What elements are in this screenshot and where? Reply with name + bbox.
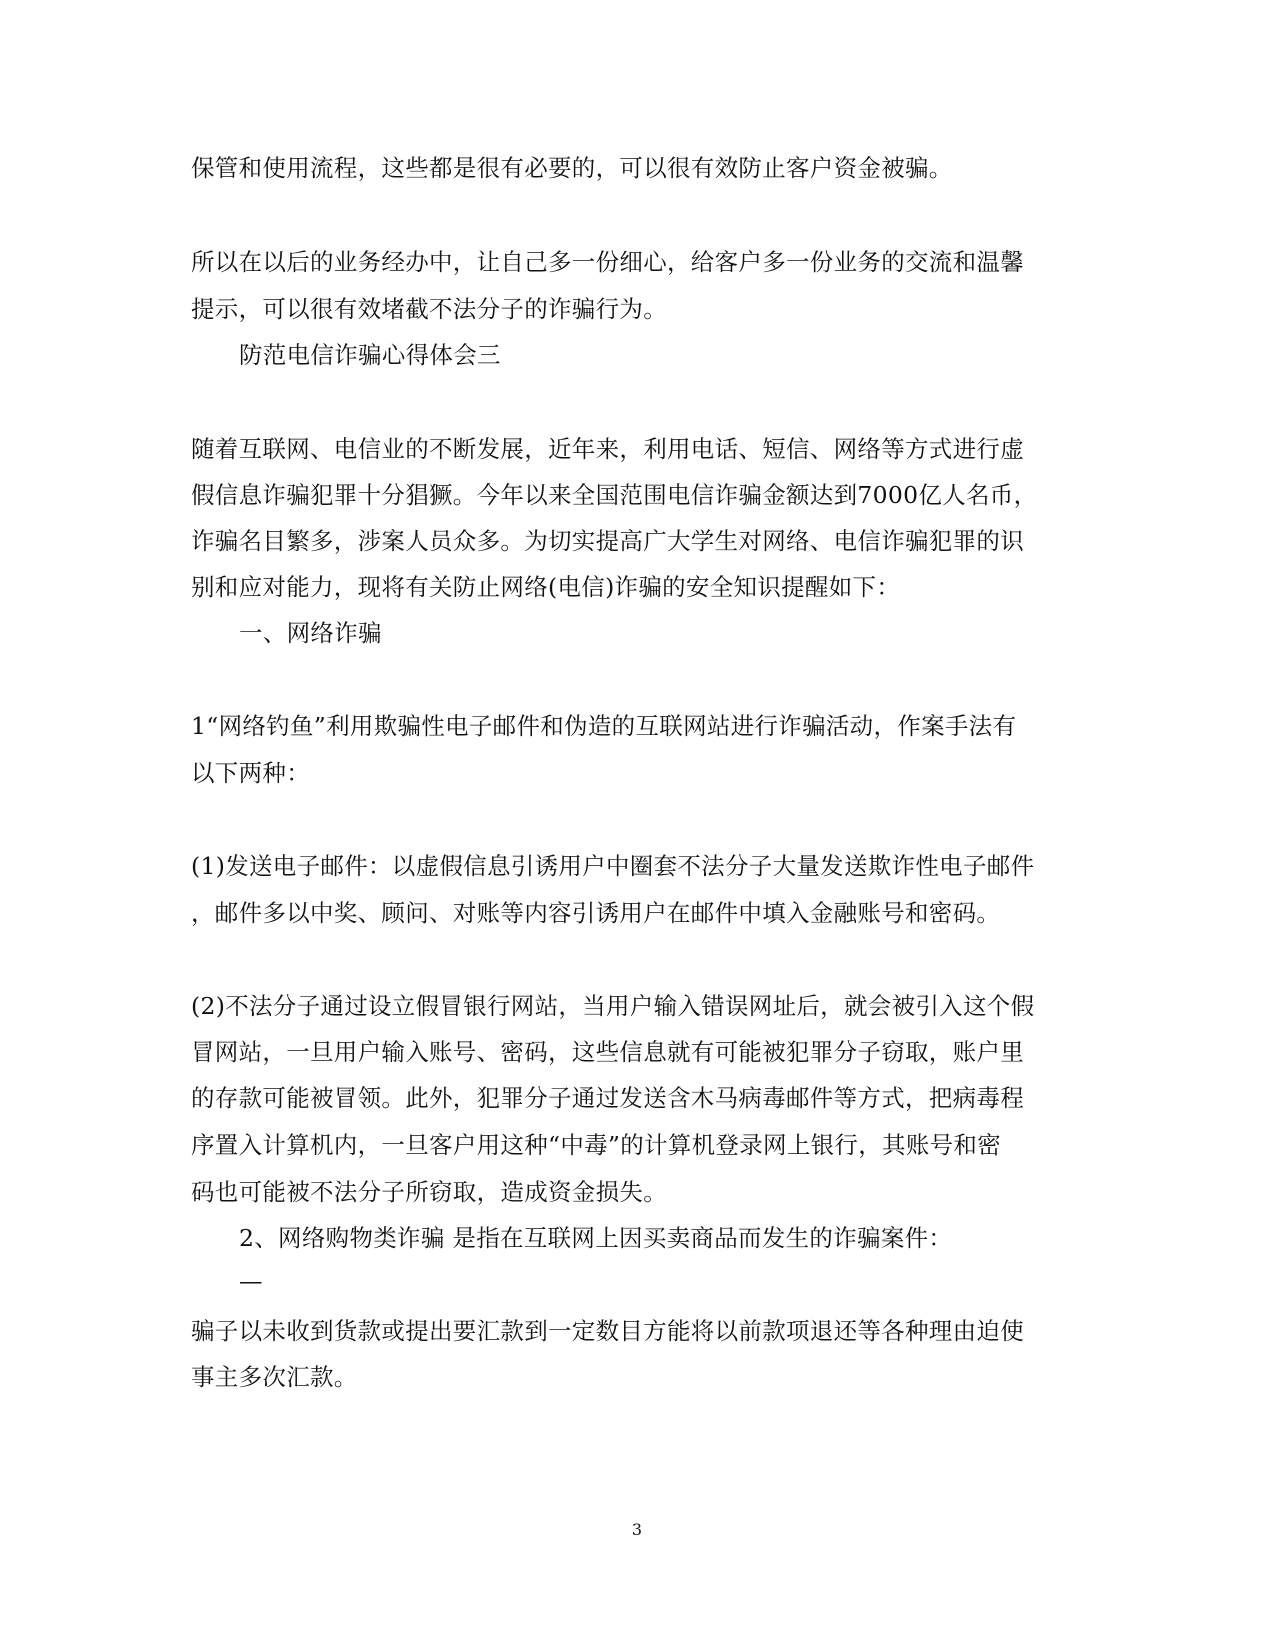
- paragraph-line: 冒网站，一旦用户输入账号、密码，这些信息就有可能被犯罪分子窃取，账户里: [191, 1038, 1024, 1066]
- paragraph-line: 假信息诈骗犯罪十分猖獗。今年以来全国范围电信诈骗金额达到7000亿人名币，: [191, 481, 1038, 509]
- paragraph-line: 诈骗名目繁多，涉案人员众多。为切实提高广大学生对网络、电信诈骗犯罪的识: [191, 527, 1024, 555]
- paragraph-line: 随着互联网、电信业的不断发展，近年来，利用电话、短信、网络等方式进行虚: [191, 435, 1024, 463]
- paragraph-line: 2、网络购物类诈骗 是指在互联网上因买卖商品而发生的诈骗案件：: [239, 1224, 953, 1252]
- paragraph-line: 1“网络钓鱼”利用欺骗性电子邮件和伪造的互联网站进行诈骗活动，作案手法有: [191, 712, 1017, 740]
- paragraph-line: 的存款可能被冒领。此外，犯罪分子通过发送含木马病毒邮件等方式，把病毒程: [191, 1084, 1024, 1112]
- paragraph-line: (2)不法分子通过设立假冒银行网站，当用户输入错误网址后，就会被引入这个假: [191, 992, 1035, 1020]
- subsection-heading: 一、网络诈骗: [239, 619, 382, 647]
- paragraph-line: 以下两种：: [191, 759, 310, 787]
- paragraph-line: 提示，可以很有效堵截不法分子的诈骗行为。: [191, 295, 667, 323]
- paragraph-line: (1)发送电子邮件：以虚假信息引诱用户中圈套不法分子大量发送欺诈性电子邮件: [191, 852, 1035, 880]
- dash-line: —: [239, 1267, 263, 1295]
- paragraph-line: 序置入计算机内，一旦客户用这种“中毒”的计算机登录网上银行，其账号和密: [191, 1131, 1002, 1159]
- paragraph-line: 骗子以未收到货款或提出要汇款到一定数目方能将以前款项退还等各种理由迫使: [191, 1317, 1024, 1345]
- paragraph-line: 所以在以后的业务经办中，让自己多一份细心，给客户多一份业务的交流和温馨: [191, 248, 1024, 276]
- paragraph-line: 别和应对能力，现将有关防止网络(电信)诈骗的安全知识提醒如下：: [191, 573, 901, 601]
- page-number: 3: [631, 1520, 643, 1539]
- section-heading: 防范电信诈骗心得体会三: [239, 341, 501, 369]
- paragraph-line: 码也可能被不法分子所窃取，造成资金损失。: [191, 1178, 667, 1206]
- paragraph-line: 保管和使用流程，这些都是很有必要的，可以很有效防止客户资金被骗。: [191, 154, 953, 182]
- paragraph-line: 事主多次汇款。: [191, 1363, 358, 1391]
- paragraph-line: ，邮件多以中奖、顾问、对账等内容引诱用户在邮件中填入金融账号和密码。: [191, 899, 1001, 927]
